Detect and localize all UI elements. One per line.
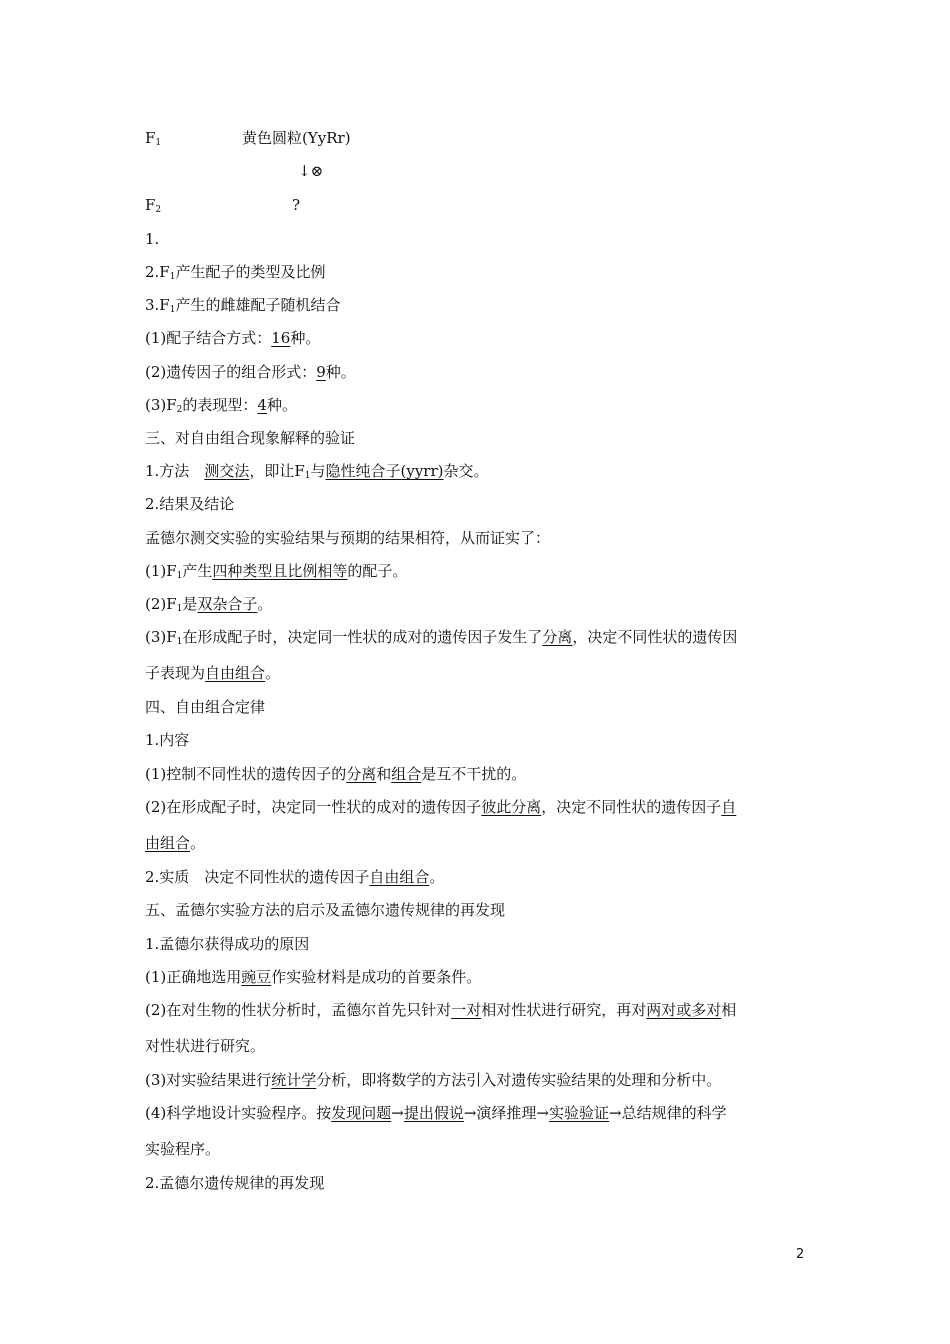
section-heading: 四、自由组合定律 [145, 698, 266, 716]
text-line: (1)正确地选用豌豆作实验材料是成功的首要条件。 [145, 968, 482, 986]
text-line: (2)在形成配子时，决定同一性状的成对的遗传因子彼此分离，决定不同性状的遗传因子自 [145, 798, 737, 816]
text-line: $(1)F_1$产生四种类型且比例相等的配子。 [145, 562, 408, 581]
text-line: $2.F_1$产生配子的类型及比例 [145, 263, 326, 282]
text-line: 2.结果及结论 [145, 495, 235, 513]
text-line: $(2)F_1$是双杂合子。 [145, 595, 273, 614]
text-line: 1.内容 [145, 731, 190, 749]
text-line: (4)科学地设计实验程序。按发现问题→提出假说→演绎推理→实验验证→总结规律的科学 [145, 1104, 727, 1122]
section-heading: 三、对自由组合现象解释的验证 [145, 429, 356, 447]
text-line: 1.方法 测交法，即让$F_1$与隐性纯合子(yyrr)杂交。 [145, 462, 489, 481]
text-line: 2.实质 决定不同性状的遗传因子自由组合。 [145, 868, 445, 886]
f1-phenotype: 黄色圆粒(YyRr) [242, 129, 351, 147]
text-line: 实验程序。 [145, 1140, 221, 1158]
text-line: (3)对实验结果进行统计学分析，即将数学的方法引入对遗传实验结果的处理和分析中。 [145, 1071, 722, 1089]
text-line: 1. [145, 230, 160, 248]
text-line: 2.孟德尔遗传规律的再发现 [145, 1174, 325, 1192]
text-line: 1.孟德尔获得成功的原因 [145, 935, 310, 953]
f2-label: $F_2$ [145, 196, 162, 215]
text-line: (1)配子结合方式：16种。 [145, 329, 321, 347]
f2-unknown: ? [292, 196, 301, 214]
text-line: $(3)F_1$在形成配子时，决定同一性状的成对的遗传因子发生了分离，决定不同性状的遗传因 [145, 628, 738, 647]
text-line: (2)遗传因子的组合形式：9种。 [145, 363, 356, 381]
text-line: 对性状进行研究。 [145, 1037, 266, 1055]
f1-label: $F_1$ [145, 129, 162, 148]
self-cross-arrow: ↓⊗ [298, 162, 324, 180]
text-line: 子表现为自由组合。 [145, 664, 281, 682]
text-line: $(3)F_2$的表现型：4种。 [145, 396, 297, 415]
text-line: 由组合。 [145, 834, 206, 852]
section-heading: 五、孟德尔实验方法的启示及孟德尔遗传规律的再发现 [145, 901, 506, 919]
text-line: 孟德尔测交实验的实验结果与预期的结果相符，从而证实了： [145, 529, 551, 547]
text-line: (2)在对生物的性状分析时，孟德尔首先只针对一对相对性状进行研究，再对两对或多对相 [145, 1001, 737, 1019]
text-line: $3.F_1$产生的雌雄配子随机结合 [145, 296, 341, 315]
page-number: 2 [796, 1247, 805, 1262]
text-line: (1)控制不同性状的遗传因子的分离和组合是互不干扰的。 [145, 765, 527, 783]
